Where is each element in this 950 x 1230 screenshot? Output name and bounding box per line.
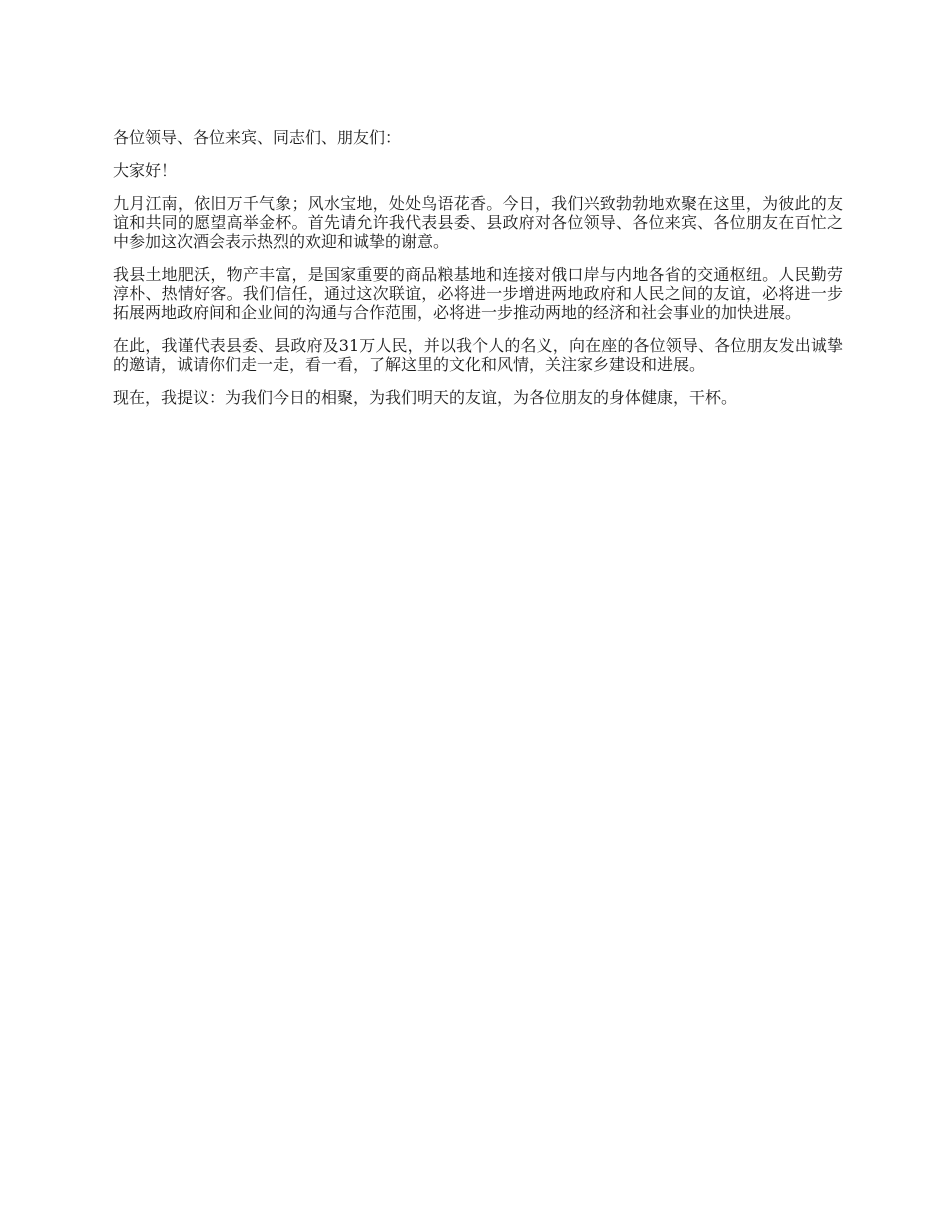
invitation-paragraph: 在此，我谨代表县委、县政府及31万人民，并以我个人的名义，向在座的各位领导、各位朋友发出诚挚的邀请，诚请你们走一走，看一看，了解这里的文化和风情，关注家乡建设和进展。 <box>113 336 843 374</box>
toast-paragraph: 现在，我提议：为我们今日的相聚，为我们明天的友谊，为各位朋友的身体健康，干杯。 <box>113 388 738 407</box>
welcome-paragraph: 九月江南，依旧万千气象；风水宝地，处处鸟语花香。今日，我们兴致勃勃地欢聚在这里，为彼此的友谊和共同的愿望高举金杯。首先请允许我代表县委、县政府对各位领导、各位来宾、各位朋友在百忙之中参加这次酒会表示热烈的欢迎和诚挚的谢意。 <box>113 194 843 251</box>
speech-body <box>113 128 843 421</box>
county-introduction-paragraph: 我县土地肥沃，物产丰富，是国家重要的商品粮基地和连接对俄口岸与内地各省的交通枢纽。人民勤劳淳朴、热情好客。我们信任，通过这次联谊，必将进一步增进两地政府和人民之间的友谊，必将进一步拓展两地政府间和企业间的沟通与合作范围，必将进一步推动两地的经济和社会事业的加快进展。 <box>113 265 843 322</box>
salutation-paragraph: 各位领导、各位来宾、同志们、朋友们： <box>113 128 402 147</box>
greeting-paragraph: 大家好！ <box>113 161 178 180</box>
